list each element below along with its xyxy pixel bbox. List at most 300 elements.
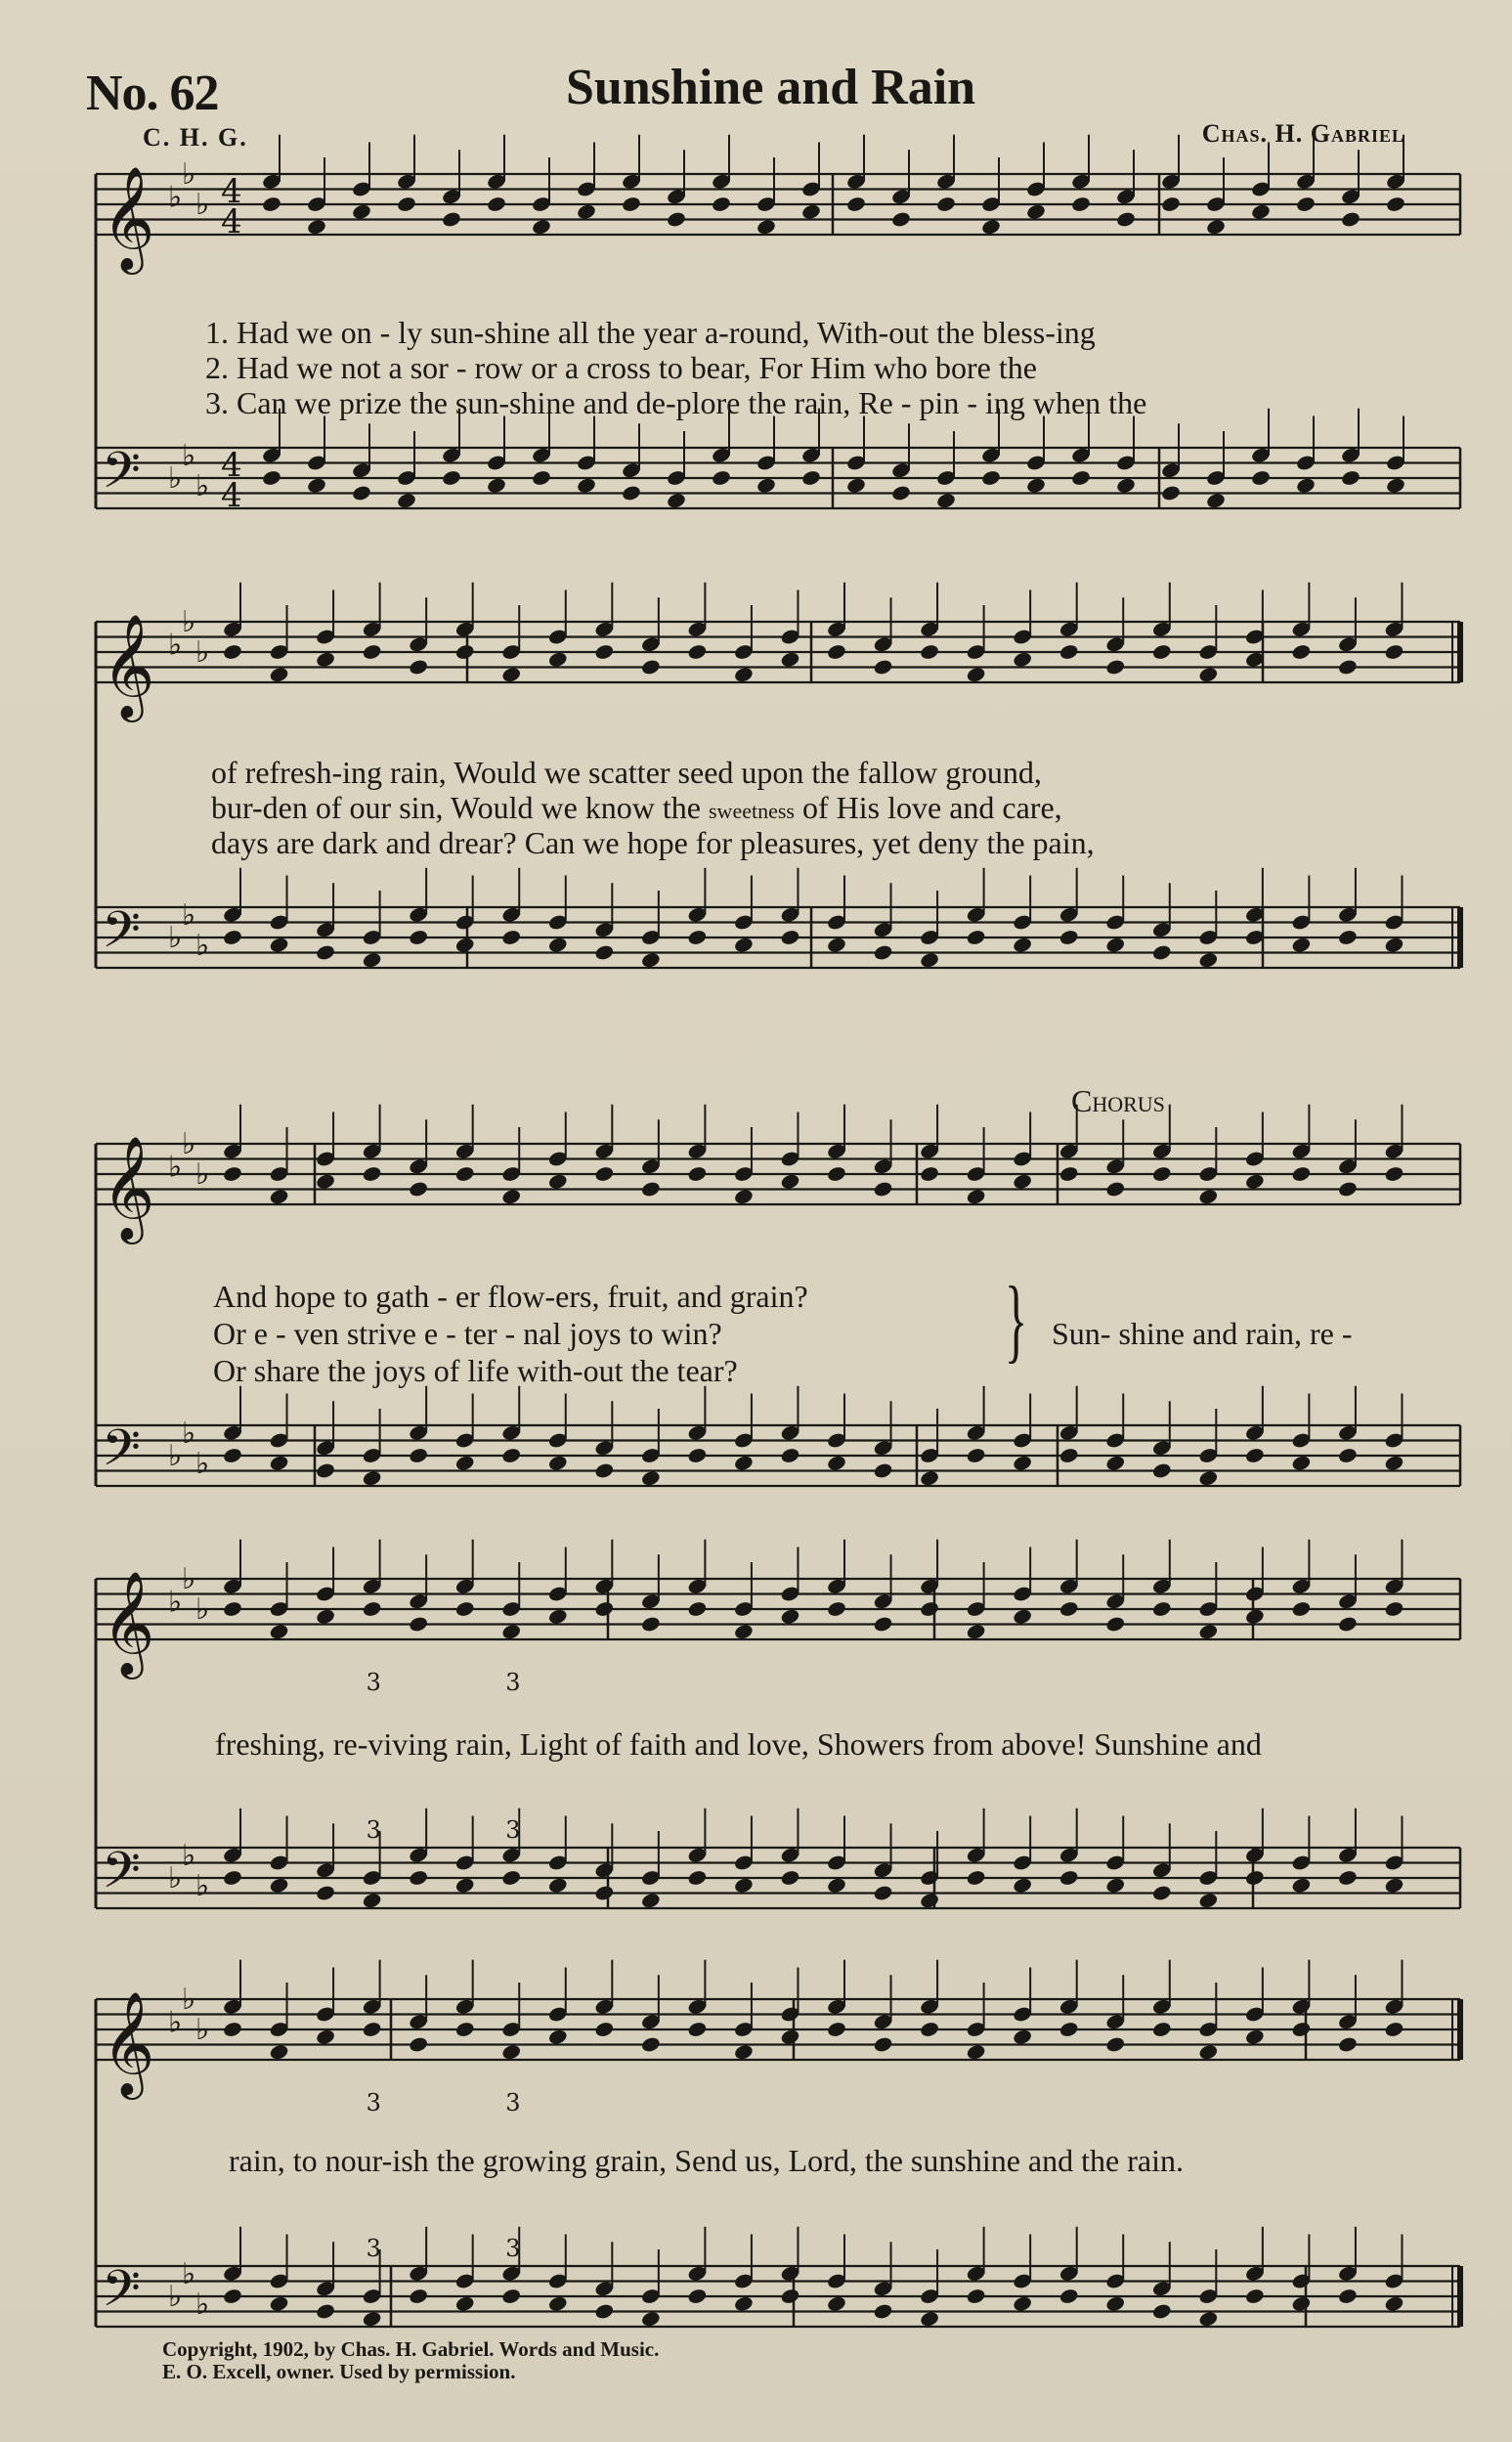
note-head [640, 1469, 661, 1487]
note-head [1384, 643, 1404, 661]
note-head [454, 1165, 475, 1183]
note-head [1058, 1869, 1079, 1887]
note-head [222, 1165, 242, 1183]
lyric-word: of His love and care, [801, 790, 1062, 825]
note-head [1025, 203, 1046, 221]
note-head [780, 929, 800, 946]
note-head [454, 1600, 475, 1618]
flat-icon: ♭ [195, 1868, 210, 1903]
note-head [733, 1455, 754, 1472]
flat-icon: ♭ [168, 2005, 183, 2040]
note-head [966, 2288, 986, 2305]
lyric-word: For Him who bore the [758, 350, 1037, 385]
note-head [315, 1173, 335, 1191]
note-head [1291, 1455, 1312, 1472]
fingering-digit: 3 [505, 1669, 521, 1696]
lyric-word: 2. Had [205, 350, 289, 385]
flat-icon: ♭ [182, 1838, 196, 1873]
lyric-word: a [564, 350, 580, 385]
note-head [1151, 943, 1172, 961]
note-head [621, 196, 641, 213]
lyric-word: bear, [690, 350, 752, 385]
copyright-line1: Copyright, 1902, by Chas. H. Gabriel. Words and Music. [162, 2337, 660, 2361]
note-head [687, 2288, 708, 2305]
note-head [1105, 2295, 1126, 2313]
note-head [873, 658, 893, 676]
lyric-word: we on [296, 315, 372, 350]
copyright-footer [162, 2338, 659, 2383]
note-head [687, 1600, 708, 1618]
note-head [780, 1608, 800, 1626]
note-head [396, 196, 416, 213]
note-head [1384, 2021, 1404, 2038]
note-head [1160, 196, 1181, 213]
note-head [547, 1173, 568, 1191]
note-head [1058, 643, 1079, 661]
treble-clef-icon: 𝄞 [102, 1990, 155, 2095]
time-signature: 4 [221, 202, 242, 241]
note-head [1198, 1469, 1219, 1487]
note-head [733, 1623, 754, 1640]
note-head [501, 1188, 522, 1205]
note-head [1337, 658, 1358, 676]
note-head [935, 492, 956, 509]
note-head [756, 477, 776, 495]
note-head [408, 2288, 428, 2305]
note-head [756, 218, 776, 236]
note-head [547, 2295, 568, 2313]
music-composer: Chas. H. Gabriel [1201, 119, 1404, 148]
note-head [1070, 469, 1091, 487]
lyric-word: year [642, 315, 697, 350]
note-head [315, 2028, 335, 2046]
words-author: C. H. G. [143, 123, 248, 152]
note-head [594, 643, 615, 661]
note-head [1012, 1455, 1032, 1472]
note-head [826, 643, 846, 661]
note-head [269, 1877, 289, 1895]
note-head [1337, 2035, 1358, 2053]
note-head [1337, 1869, 1358, 1887]
treble-clef-icon: 𝄞 [102, 613, 155, 718]
note-head [1291, 937, 1312, 954]
note-head [594, 1884, 615, 1901]
note-head [687, 1869, 708, 1887]
flat-icon: ♭ [182, 2256, 196, 2291]
note-head [1058, 2288, 1079, 2305]
note-head [687, 2021, 708, 2038]
lyric-word: Can [524, 825, 576, 860]
note-head [733, 1188, 754, 1205]
note-head [1198, 1188, 1219, 1205]
note-head [873, 1884, 893, 1901]
note-head [1291, 1600, 1312, 1618]
note-head [1295, 477, 1316, 495]
note-head [269, 1188, 289, 1205]
flat-icon: ♭ [168, 628, 183, 663]
note-head [780, 1869, 800, 1887]
system3-verse3: Or share the joys of life with-out the tear? [213, 1353, 738, 1388]
note-head [919, 1469, 939, 1487]
fingering-digit: 3 [505, 1816, 521, 1844]
bass-clef-icon: 𝄢 [102, 2258, 141, 2331]
note-head [315, 2302, 335, 2320]
flat-icon: ♭ [168, 180, 183, 215]
note-head [441, 469, 461, 487]
note-head [1012, 1173, 1032, 1191]
system5-lyrics: rain, to nour-ish the growing grain, Send us, Lord, the sunshine and the rain. [229, 2143, 1184, 2178]
flat-icon: ♭ [182, 1127, 196, 1161]
note-head [454, 2295, 475, 2313]
system1-verse1 [205, 315, 1096, 351]
note-head [501, 1623, 522, 1640]
note-head [1058, 929, 1079, 946]
note-head [441, 210, 461, 228]
note-head [594, 943, 615, 961]
note-head [1337, 1615, 1358, 1633]
note-head [873, 1461, 893, 1479]
lyric-word: bur-den of our [211, 790, 392, 825]
note-head [454, 1877, 475, 1895]
time-signature: 4 [221, 446, 242, 485]
note-head [362, 1469, 382, 1487]
note-head [547, 2028, 568, 2046]
fingering-digit: 3 [505, 2235, 521, 2262]
note-head [576, 203, 596, 221]
note-head [640, 1180, 661, 1198]
note-head [919, 1892, 939, 1909]
lyric-word: Would we scatter seed upon the fallow ground, [454, 755, 1042, 790]
hymn-title: Sunshine and Rain [565, 60, 976, 115]
fingering-digit: 3 [366, 1816, 381, 1844]
note-head [1340, 210, 1361, 228]
flat-icon: ♭ [182, 1416, 196, 1451]
note-head [1012, 2295, 1032, 2313]
lyric-word: sor [410, 350, 449, 385]
note-head [362, 951, 382, 969]
lyric-word: a [388, 350, 403, 385]
note-head [687, 1165, 708, 1183]
system3-verse1: And hope to gath - er flow-ers, fruit, and grain? [213, 1279, 808, 1314]
note-head [666, 210, 686, 228]
note-head [733, 666, 754, 683]
bass-clef-icon: 𝄢 [102, 1840, 141, 1912]
note-head [873, 1615, 893, 1633]
flat-icon: ♭ [195, 635, 210, 670]
note-head [1244, 1869, 1265, 1887]
note-head [315, 1884, 335, 1901]
note-head [1151, 1461, 1172, 1479]
note-head [594, 2302, 615, 2320]
note-head [780, 651, 800, 669]
note-head [1012, 2028, 1032, 2046]
lyric-word: of [211, 755, 238, 790]
note-head [351, 203, 371, 221]
note-head [1198, 2043, 1219, 2061]
lyric-word: or [531, 350, 557, 385]
note-head [1115, 477, 1136, 495]
fingering-digit: 3 [366, 2089, 381, 2116]
note-head [531, 218, 551, 236]
note-head [980, 469, 1001, 487]
note-head [1384, 937, 1404, 954]
note-head [1250, 203, 1271, 221]
lyric-word: refresh-ing rain, [244, 755, 447, 790]
bass-clef-icon: 𝄢 [102, 440, 141, 512]
note-head [966, 1869, 986, 1887]
note-head [800, 469, 821, 487]
note-head [1198, 1623, 1219, 1640]
flat-icon: ♭ [182, 438, 196, 473]
note-head [454, 1455, 475, 1472]
flat-icon: ♭ [182, 1562, 196, 1596]
note-head [640, 1615, 661, 1633]
note-head [362, 2021, 382, 2038]
note-head [733, 2295, 754, 2313]
note-head [873, 2302, 893, 2320]
note-head [1105, 2035, 1126, 2053]
note-head [640, 951, 661, 969]
note-head [1198, 2310, 1219, 2328]
note-head [640, 658, 661, 676]
flat-icon: ♭ [195, 1592, 210, 1627]
lyric-word: sin, [399, 790, 444, 825]
note-head [576, 477, 596, 495]
note-head [408, 1869, 428, 1887]
note-head [640, 1892, 661, 1909]
note-head [362, 2310, 382, 2328]
system2-verse1 [211, 755, 1042, 791]
note-head [1340, 469, 1361, 487]
note-head [1291, 2295, 1312, 2313]
note-head [1384, 2295, 1404, 2313]
note-head [826, 937, 846, 954]
lyric-word: cross [586, 350, 651, 385]
note-head [547, 651, 568, 669]
note-head [547, 1608, 568, 1626]
note-head [890, 484, 911, 501]
note-head [1012, 651, 1032, 669]
note-head [1151, 643, 1172, 661]
note-head [501, 2043, 522, 2061]
lyric-word: - ly [379, 315, 423, 350]
note-head [501, 666, 522, 683]
note-head [687, 643, 708, 661]
note-head [222, 929, 242, 946]
note-head [501, 929, 522, 946]
note-head [408, 658, 428, 676]
note-head [362, 1892, 382, 1909]
note-head [980, 218, 1001, 236]
hymn-number: No. 62 [86, 65, 219, 121]
flat-icon: ♭ [182, 157, 196, 192]
flat-icon: ♭ [182, 897, 196, 933]
note-head [1244, 1608, 1265, 1626]
note-head [1385, 477, 1405, 495]
note-head [454, 2021, 475, 2038]
note-head [780, 2288, 800, 2305]
note-head [315, 651, 335, 669]
note-head [222, 643, 242, 661]
note-head [966, 666, 986, 683]
note-head [711, 469, 731, 487]
note-head [919, 1165, 939, 1183]
lyric-word: With-out [816, 315, 929, 350]
note-head [873, 1180, 893, 1198]
note-head [1291, 643, 1312, 661]
note-head [800, 203, 821, 221]
system1-verse3 [205, 385, 1146, 421]
lyric-word: Re [858, 385, 893, 420]
note-head [408, 1615, 428, 1633]
note-head [919, 2021, 939, 2038]
note-head [1244, 1173, 1265, 1191]
note-head [873, 2035, 893, 2053]
note-head [1105, 937, 1126, 954]
note-head [826, 1455, 846, 1472]
lyric-word: we prize the sun-shine and de-plore [294, 385, 741, 420]
note-head [547, 937, 568, 954]
note-head [1244, 1447, 1265, 1464]
note-head [269, 937, 289, 954]
note-head [1115, 210, 1136, 228]
note-head [966, 2043, 986, 2061]
note-head [687, 929, 708, 946]
note-head [1105, 1877, 1126, 1895]
time-signature: 4 [221, 476, 242, 515]
chorus-text: Sun- shine and rain, re - [1052, 1316, 1353, 1351]
lyric-word: 3. Can [205, 385, 287, 420]
note-head [486, 477, 506, 495]
note-head [733, 937, 754, 954]
note-head [269, 2295, 289, 2313]
flat-icon: ♭ [195, 928, 210, 963]
note-head [269, 1623, 289, 1640]
note-head [1385, 196, 1405, 213]
note-head [1384, 1455, 1404, 1472]
lyric-word: the bless-ing [936, 315, 1096, 350]
flat-icon: ♭ [195, 1446, 210, 1481]
note-head [1151, 1600, 1172, 1618]
copyright-line2: E. O. Excell, owner. Used by permission. [162, 2360, 516, 2383]
lyric-word: we not [296, 350, 381, 385]
note-head [594, 1600, 615, 1618]
note-head [890, 210, 911, 228]
note-head [261, 469, 281, 487]
note-head [1151, 2021, 1172, 2038]
note-head [1151, 2302, 1172, 2320]
note-head [1384, 1877, 1404, 1895]
note-head [1244, 2028, 1265, 2046]
note-head [362, 643, 382, 661]
note-head [306, 477, 326, 495]
note-head [919, 951, 939, 969]
note-head [547, 1877, 568, 1895]
note-head [826, 2295, 846, 2313]
note-head [826, 1165, 846, 1183]
note-head [621, 484, 641, 501]
note-head [845, 196, 866, 213]
staff-lines [96, 174, 1460, 2327]
treble-clef-icon: 𝄞 [102, 1570, 155, 1675]
note-head [1105, 1455, 1126, 1472]
fingering-digit: 3 [366, 2235, 381, 2262]
note-head [362, 1600, 382, 1618]
note-head [1105, 1180, 1126, 1198]
note-head [919, 1600, 939, 1618]
lyric-word: - ing when the [967, 385, 1147, 420]
note-head [261, 196, 281, 213]
note-head [1160, 484, 1181, 501]
lyric-word: we hope for pleasures, yet deny the pain, [583, 825, 1095, 860]
note-head [1070, 196, 1091, 213]
flat-icon: ♭ [195, 188, 210, 222]
note-head [826, 1877, 846, 1895]
note-head [966, 1447, 986, 1464]
note-head [780, 2028, 800, 2046]
flat-icon: ♭ [168, 1150, 183, 1185]
lyric-word: to [658, 350, 683, 385]
note-head [269, 1455, 289, 1472]
note-head [919, 643, 939, 661]
flat-icon: ♭ [195, 2287, 210, 2322]
system2-verse3 [211, 825, 1095, 861]
note-head [269, 2043, 289, 2061]
note-head [1058, 1447, 1079, 1464]
note-head [666, 492, 686, 509]
lyric-word: 1. Had [205, 315, 289, 350]
note-head [594, 1461, 615, 1479]
system1-verse2 [205, 350, 1037, 386]
treble-clef-icon: 𝄞 [102, 1135, 155, 1240]
note-head [1337, 1180, 1358, 1198]
note-head [1151, 1165, 1172, 1183]
note-head [966, 929, 986, 946]
note-head [1337, 929, 1358, 946]
note-head [269, 666, 289, 683]
bass-clef-icon: 𝄢 [102, 899, 141, 972]
note-head [501, 1447, 522, 1464]
system3-verse2: Or e - ven strive e - ter - nal joys to win? [213, 1316, 722, 1351]
note-head [486, 196, 506, 213]
flat-icon: ♭ [195, 1157, 210, 1192]
note-head [351, 484, 371, 501]
note-head [408, 1180, 428, 1198]
note-head [1384, 1165, 1404, 1183]
lyric-word: Would we know the [450, 790, 701, 825]
lyric-word: the [748, 385, 787, 420]
note-head [733, 2043, 754, 2061]
flat-icon: ♭ [168, 1585, 183, 1620]
note-head [1205, 492, 1226, 509]
flat-icon: ♭ [168, 461, 183, 496]
system2-verse2 [211, 790, 1062, 826]
note-head [362, 1165, 382, 1183]
note-head [1250, 469, 1271, 487]
chorus-label: Chorus [1071, 1083, 1165, 1118]
note-head [1291, 1877, 1312, 1895]
note-head [780, 1173, 800, 1191]
note-head [640, 2310, 661, 2328]
note-head [1295, 196, 1316, 213]
note-head [711, 196, 731, 213]
note-head [1198, 666, 1219, 683]
note-head [396, 492, 416, 509]
note-head [222, 1600, 242, 1618]
note-head [315, 1608, 335, 1626]
lyric-word: days are dark and drear? [211, 825, 517, 860]
note-head [594, 1165, 615, 1183]
